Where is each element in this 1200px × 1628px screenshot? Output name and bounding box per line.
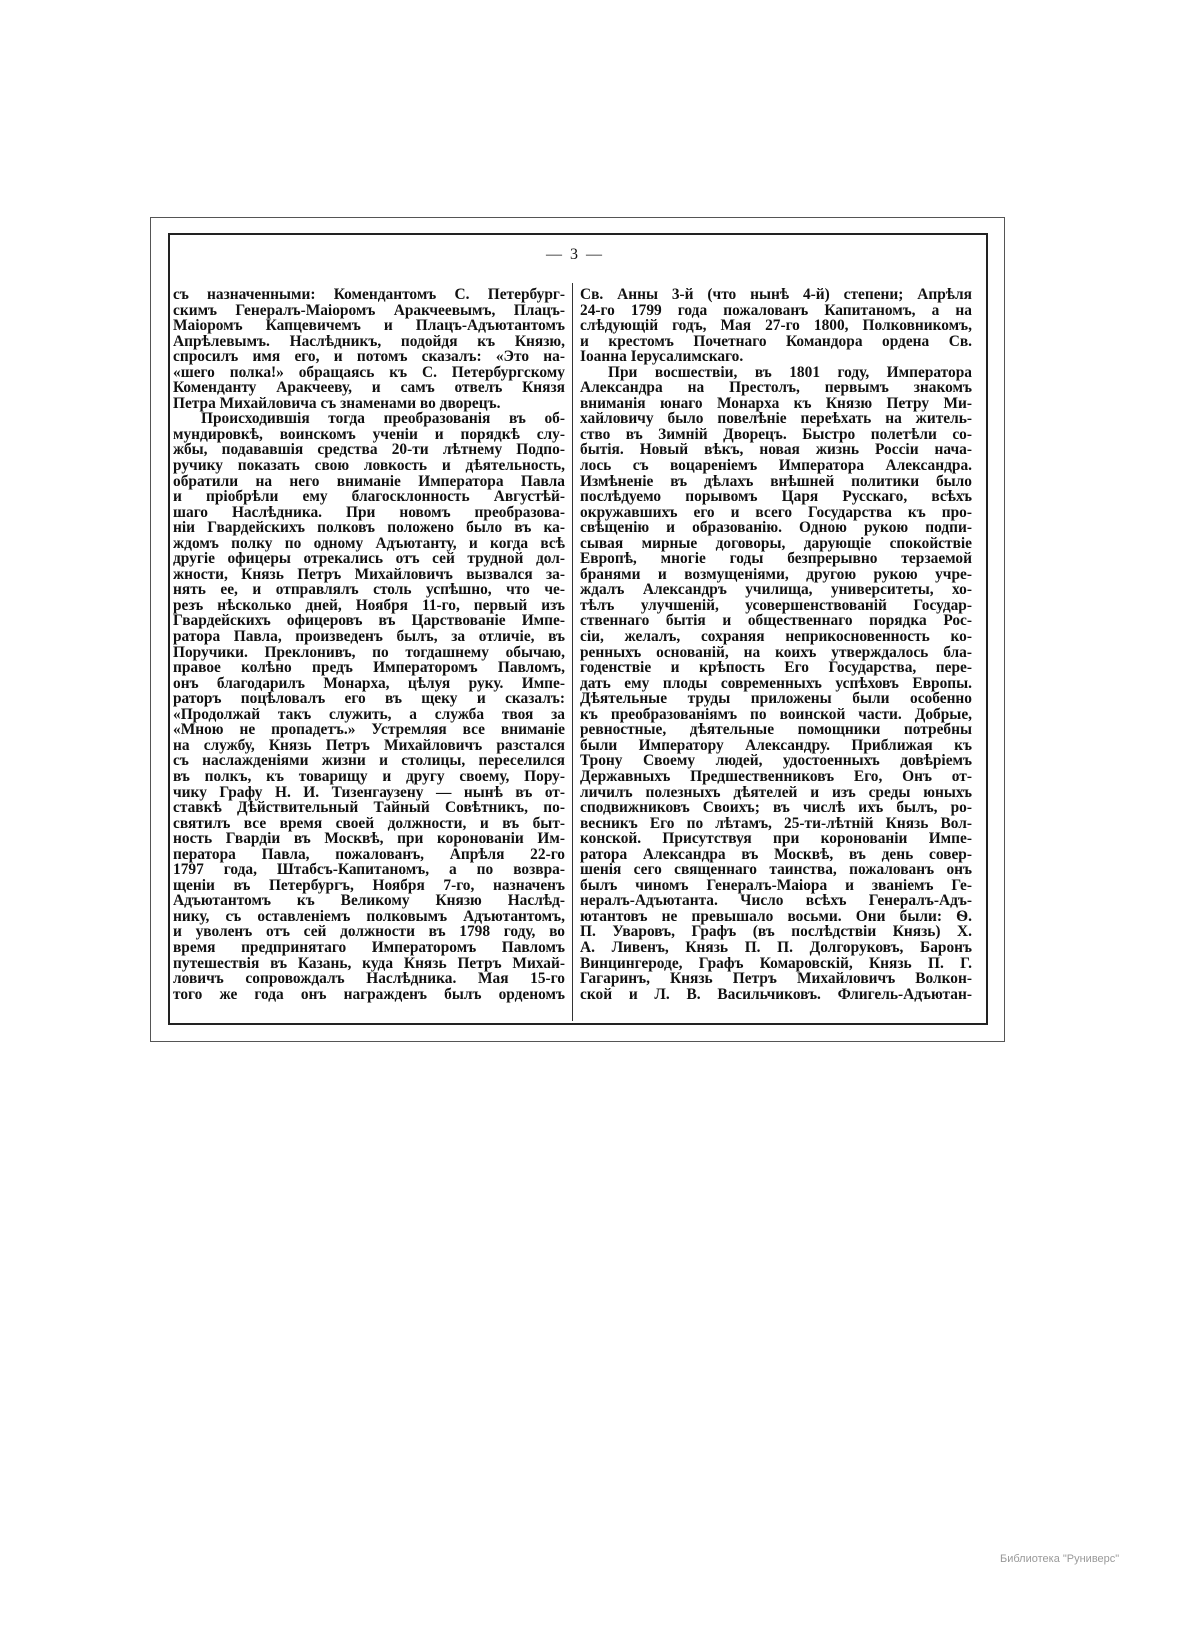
text-line: съ наслажденіями жизни и столицы, переселился: [173, 752, 565, 770]
text-line: Дѣятельные труды приложены были особенно: [580, 690, 972, 708]
text-line: «шего полка!» обращаясь къ С. Петербургскому: [173, 363, 565, 381]
text-line: годенствіе и крѣпость Его Государства, пере-: [580, 659, 972, 677]
text-line: ственнаго бытія и общественнаго порядка Рос-: [580, 612, 972, 630]
text-line: другіе офицеры отрекались отъ сей трудной дол-: [173, 550, 565, 568]
text-line: ждалъ Александръ училища, университеты, хо-: [580, 581, 972, 599]
text-line: жности, Князь Петръ Михайловичъ вызвался за-: [173, 565, 565, 583]
text-line: ность Гвардіи въ Москвѣ, при коронованіи Им-: [173, 830, 565, 848]
right-column: [580, 287, 972, 1002]
text-line: ператора Павла, пожалованъ, Апрѣля 22-го: [173, 845, 565, 863]
library-watermark: Библиотека "Руниверс": [1000, 1553, 1120, 1565]
text-line: вниманія юнаго Монарха къ Князю Петру Ми-: [580, 394, 972, 412]
text-line: сподвижниковъ Своихъ; въ числѣ ихъ былъ, ро-: [580, 799, 972, 817]
text-line: того же года онъ награжденъ былъ орденомъ: [173, 985, 565, 1003]
text-line: чику Графу Н. И. Тизенгаузену — нынѣ въ от-: [173, 783, 565, 801]
text-line: ренныхъ основаній, на коихъ утверждалось бла-: [580, 643, 972, 661]
text-line: путешествія въ Казань, куда Князь Петръ Михай-: [173, 954, 565, 972]
text-line: на службу, Князь Петръ Михайловичъ разстался: [173, 736, 565, 754]
text-line: спросилъ имя его, и потомъ сказалъ: «Это на-: [173, 348, 565, 366]
text-line: 24-го 1799 года пожалованъ Капитаномъ, а на: [580, 301, 972, 319]
text-line: съ назначенными: Комендантомъ С. Петербург-: [173, 286, 565, 303]
text-line: личилъ полезныхъ дѣятелей и изъ среды юныхъ: [580, 783, 972, 801]
text-line: Апрѣлевымъ. Наслѣдникъ, подойдя къ Князю,: [173, 332, 565, 350]
text-line: время предпринятаго Императоромъ Павломъ: [173, 938, 565, 956]
text-line: ждомъ полку по одному Адъютанту, и когда всѣ: [173, 534, 565, 552]
text-line: Винцингероде, Графъ Комаровскій, Князь П. Г.: [580, 954, 972, 972]
text-line: онъ благодарилъ Монарха, цѣлуя руку. Импе-: [173, 674, 565, 692]
text-line: бытія. Новый вѣкъ, новая жизнь Россіи нача-: [580, 441, 972, 459]
paragraph: [580, 287, 972, 365]
text-line: щеніи въ Петербургъ, Ноября 7-го, назначенъ: [173, 876, 565, 894]
text-line: конской. Присутствуя при коронованіи Импе-: [580, 830, 972, 848]
text-line: слѣдующій годъ, Мая 27-го 1800, Полковникомъ,: [580, 317, 972, 335]
left-column: [173, 287, 565, 1002]
text-line: ство въ Зимній Дворецъ. Быстро полетѣли со-: [580, 425, 972, 443]
text-line: раторъ поцѣловалъ его въ щеку и сказалъ:: [173, 690, 565, 708]
text-line: хайловичу было повелѣніе переѣхать на житель-: [580, 410, 972, 428]
text-line: нику, съ оставленіемъ полковымъ Адъютантомъ,: [173, 907, 565, 925]
text-line: свѣщенію и образованію. Одною рукою подпи-: [580, 519, 972, 537]
text-line: Трону Своему людей, удостоенныхъ довѣріемъ: [580, 752, 972, 770]
text-line: резъ нѣсколько дней, Ноября 11-го, первый изъ: [173, 596, 565, 614]
text-line: Іоанна Іерусалимскаго.: [580, 348, 744, 366]
text-line: были Императору Александру. Приближая къ: [580, 736, 972, 754]
text-line: сіи, желалъ, сохраняя неприкосновенность ко-: [580, 628, 972, 646]
text-line: Петра Михайловича съ знаменами во дворецъ.: [173, 394, 501, 412]
text-line: При восшествіи, въ 1801 году, Императора: [608, 363, 972, 381]
text-line: ютантовъ не превышало восьми. Они были: Ѳ.: [580, 907, 972, 925]
paragraph: [580, 365, 972, 1002]
text-line: «Продолжай такъ служить, а служба твоя за: [173, 705, 565, 723]
text-line: въ полкъ, къ товарищу и другу своему, Пору-: [173, 767, 565, 785]
paragraph: [173, 411, 565, 1002]
text-line: къ преобразованіямъ по воинской части. Добрые,: [580, 705, 972, 723]
text-line: святилъ все время своей должности, и въ быт-: [173, 814, 565, 832]
text-line: Коменданту Аракчееву, и самъ отвелъ Князя: [173, 379, 565, 397]
text-line: «Мною не пропадетъ.» Устремляя все вниманіе: [173, 721, 565, 739]
text-line: Александра на Престолъ, первымъ знакомъ: [580, 379, 972, 397]
text-line: Гагаринъ, Князь Петръ Михайловичъ Волкон-: [580, 970, 972, 988]
text-line: лось съ воцареніемъ Императора Александра.: [580, 457, 972, 475]
text-line: Маіоромъ Капцевичемъ и Плацъ-Адъютантомъ: [173, 317, 565, 335]
text-line: мундировкѣ, воинскомъ ученіи и порядкѣ слу-: [173, 425, 565, 443]
text-line: тѣлъ улучшеній, усовершенствованій Государ-: [580, 596, 972, 614]
text-line: весникъ Его по лѣтамъ, 25-ти-лѣтній Князь Вол-: [580, 814, 972, 832]
text-line: сывая мирные договоры, дарующіе спокойствіе: [580, 534, 972, 552]
text-line: окружавшихъ его и всего Государства къ про-: [580, 503, 972, 521]
text-line: шаго Наслѣдника. При новомъ преобразова-: [173, 503, 565, 521]
text-line: ратора Павла, произведенъ былъ, за отличіе, въ: [173, 628, 565, 646]
text-line: жбы, подававшія средства 20-ти лѣтнему Подпо-: [173, 441, 565, 459]
text-line: А. Ливенъ, Князь П. П. Долгоруковъ, Баронъ: [580, 938, 972, 956]
text-line: и уволенъ отъ сей должности въ 1798 году, во: [173, 923, 565, 941]
text-line: Гвардейскихъ офицеровъ въ Царствованіе Импе-: [173, 612, 565, 630]
text-line: 1797 года, Штабсъ-Капитаномъ, а по возвра-: [173, 861, 565, 879]
text-line: и пріобрѣли ему благосклонность Августѣй-: [173, 488, 565, 506]
text-line: послѣдуемо порывомъ Царя Русскаго, всѣхъ: [580, 488, 972, 506]
text-line: правое колѣно предъ Императоромъ Павломъ,: [173, 659, 565, 677]
text-line: и крестомъ Почетнаго Командора ордена Св.: [580, 332, 972, 350]
text-line: П. Уваровъ, Графъ (въ послѣдствіи Князь) Х.: [580, 923, 972, 941]
paragraph: [173, 287, 565, 411]
text-line: ловичъ сопровождалъ Наслѣдника. Мая 15-го: [173, 970, 565, 988]
page-number: — 3 —: [546, 246, 604, 263]
text-line: дать ему плоды современныхъ успѣховъ Европы.: [580, 674, 972, 692]
text-line: Европѣ, многіе годы безпрерывно терзаемой: [580, 550, 972, 568]
text-line: нять ее, и отправлялъ столь успѣшно, что че-: [173, 581, 565, 599]
text-line: Адъютантомъ къ Великому Князю Наслѣд-: [173, 892, 565, 910]
text-line: Державныхъ Предшественниковъ Его, Онъ от-: [580, 767, 972, 785]
text-line: ручику показать свою ловкость и дѣятельность,: [173, 457, 565, 475]
column-divider: [572, 283, 573, 1021]
text-line: нералъ-Адъютанта. Число всѣхъ Генералъ-Адъ-: [580, 892, 972, 910]
text-line: обратили на него вниманіе Императора Павла: [173, 472, 565, 490]
text-line: Измѣненіе въ дѣлахъ внѣшней политики было: [580, 472, 972, 490]
text-line: Происходившія тогда преобразованія въ об-: [201, 410, 565, 428]
text-line: шенія сего священнаго таинства, пожалованъ онъ: [580, 861, 972, 879]
text-line: былъ чиномъ Генералъ-Маіора и званіемъ Ге-: [580, 876, 972, 894]
text-line: ревностные, дѣятельные помощники потребны: [580, 721, 972, 739]
text-line: бранями и возмущеніями, другою рукою учре-: [580, 565, 972, 583]
text-line: ратора Александра въ Москвѣ, въ день совер-: [580, 845, 972, 863]
text-line: ніи Гвардейскихъ полковъ положено было въ ка-: [173, 519, 565, 537]
text-line: ской и Л. В. Васильчиковъ. Флигель-Адъютан-: [580, 985, 972, 1003]
text-line: Св. Анны 3-й (что нынѣ 4-й) степени; Апрѣля: [580, 286, 972, 303]
text-line: Поручики. Преклонивъ, по тогдашнему обычаю,: [173, 643, 565, 661]
text-line: ставкѣ Дѣйствительный Тайный Совѣтникъ, по-: [173, 799, 565, 817]
text-line: скимъ Генералъ-Маіоромъ Аракчеевымъ, Плацъ-: [173, 301, 565, 319]
